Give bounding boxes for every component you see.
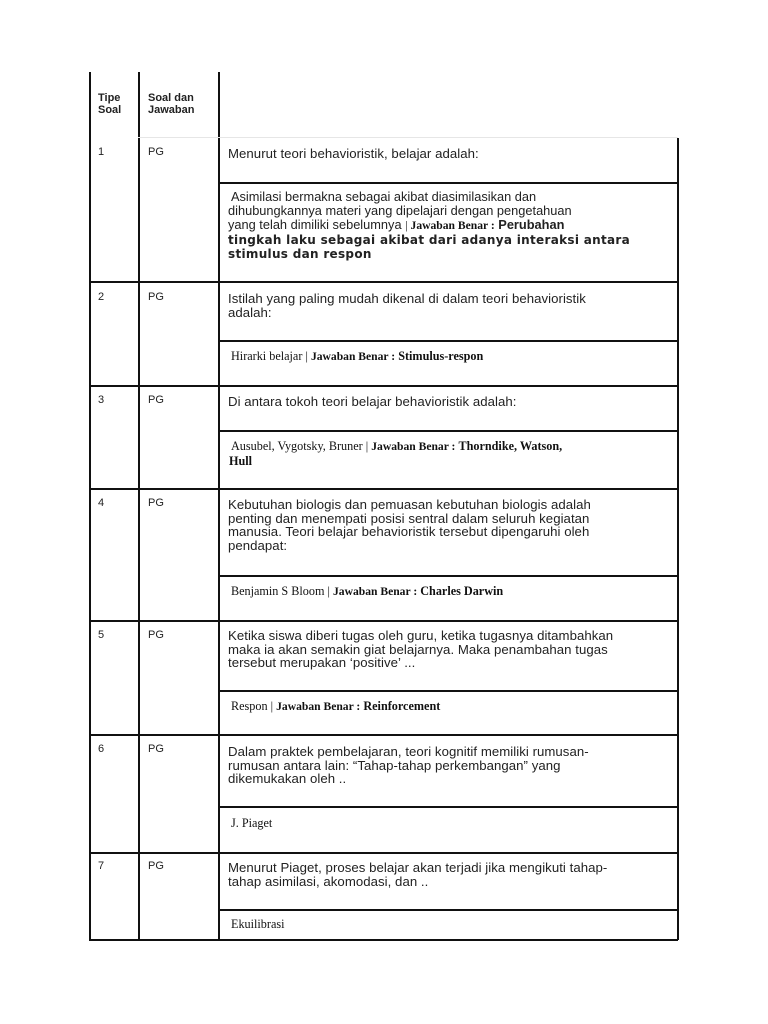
row-1-answer-line-2: tingkah laku sebagai akibat dari adanya interaksi antara xyxy=(228,233,631,247)
row-1-bottom-line xyxy=(89,281,678,283)
row-5-answer: Respon | Jawaban Benar : Reinforcement xyxy=(231,699,441,713)
row-7-question: Menurut Piaget, proses belajar akan terjadi jika mengikuti tahap- tahap asimilasi, akomodasi, dan .. xyxy=(228,860,608,889)
row-7-type: PG xyxy=(148,860,164,872)
row-7-mid-line xyxy=(218,909,678,911)
row-2-answer: Hirarki belajar | Jawaban Benar : Stimulus-respon xyxy=(231,349,484,363)
row-5-number: 5 xyxy=(98,629,105,641)
row-1-option-line-1: Asimilasi bermakna sebagai akibat diasimilasikan dan xyxy=(231,189,537,204)
row-4-answer: Benjamin S Bloom | Jawaban Benar : Charles Darwin xyxy=(231,584,504,598)
row-6-answer: J. Piaget xyxy=(231,816,273,830)
row-6-type: PG xyxy=(148,743,164,755)
row-6-number: 6 xyxy=(98,743,105,755)
row-2-number: 2 xyxy=(98,291,105,303)
column-divider-type xyxy=(138,72,140,940)
row-5-type: PG xyxy=(148,629,164,641)
table-border-right xyxy=(677,138,679,940)
row-4-number: 4 xyxy=(98,497,105,509)
row-6-bottom-line xyxy=(89,852,678,854)
row-3-question: Di antara tokoh teori belajar behavioristik adalah: xyxy=(228,394,517,409)
row-1-option-line-2: dihubungkannya materi yang dipelajari dengan pengetahuan xyxy=(228,203,572,218)
row-1-type: PG xyxy=(148,146,164,158)
table-border-left xyxy=(89,72,91,940)
row-3-number: 3 xyxy=(98,394,105,406)
row-4-type: PG xyxy=(148,497,164,509)
row-6-mid-line xyxy=(218,806,678,808)
row-1-question: Menurut teori behavioristik, belajar adalah: xyxy=(228,146,479,161)
row-3-bottom-line xyxy=(89,488,678,490)
row-1-answer-line-3: stimulus dan respon xyxy=(228,247,372,261)
row-5-bottom-line xyxy=(89,734,678,736)
row-3-answer: Ausubel, Vygotsky, Bruner | Jawaban Benar : Thorndike, Watson, Hull xyxy=(229,439,563,468)
row-2-mid-line xyxy=(218,340,678,342)
row-1-answer-block xyxy=(228,190,673,261)
row-7-answer: Ekuilibrasi xyxy=(231,917,285,931)
header-divider xyxy=(138,137,678,138)
table-bottom-line xyxy=(89,939,678,941)
row-4-bottom-line xyxy=(89,620,678,622)
row-1-mid-line xyxy=(218,182,678,184)
row-2-bottom-line xyxy=(89,385,678,387)
row-1-number: 1 xyxy=(98,146,105,158)
row-3-mid-line xyxy=(218,430,678,432)
row-3-type: PG xyxy=(148,394,164,406)
row-2-type: PG xyxy=(148,291,164,303)
row-7-number: 7 xyxy=(98,860,105,872)
row-4-question: Kebutuhan biologis dan pemuasan kebutuhan biologis adalah penting dan menempati posisi sentral dalam seluruh kegiatan manusia. Teori belajar behavioristik tersebut dipengaruhi oleh pendapat: xyxy=(228,497,591,553)
row-1-option-line-3: yang telah dimiliki sebelumnya | Jawaban Benar : Perubahan xyxy=(228,217,565,232)
row-2-question: Istilah yang paling mudah dikenal di dalam teori behavioristik adalah: xyxy=(228,291,586,320)
row-6-question: Dalam praktek pembelajaran, teori kognitif memiliki rumusan- rumusan antara lain: “Tahap-tahap perkembangan” yang dikemukakan oleh .. xyxy=(228,744,589,786)
header-qa-label: Soal dan Jawaban xyxy=(148,92,195,116)
header-type-label: Tipe Soal xyxy=(98,92,122,116)
row-4-mid-line xyxy=(218,575,678,577)
row-5-mid-line xyxy=(218,690,678,692)
column-divider-qa xyxy=(218,72,220,940)
row-5-question: Ketika siswa diberi tugas oleh guru, ketika tugasnya ditambahkan maka ia akan semakin giat belajarnya. Maka penambahan tugas tersebut merupakan ‘positive’ ... xyxy=(228,628,614,670)
